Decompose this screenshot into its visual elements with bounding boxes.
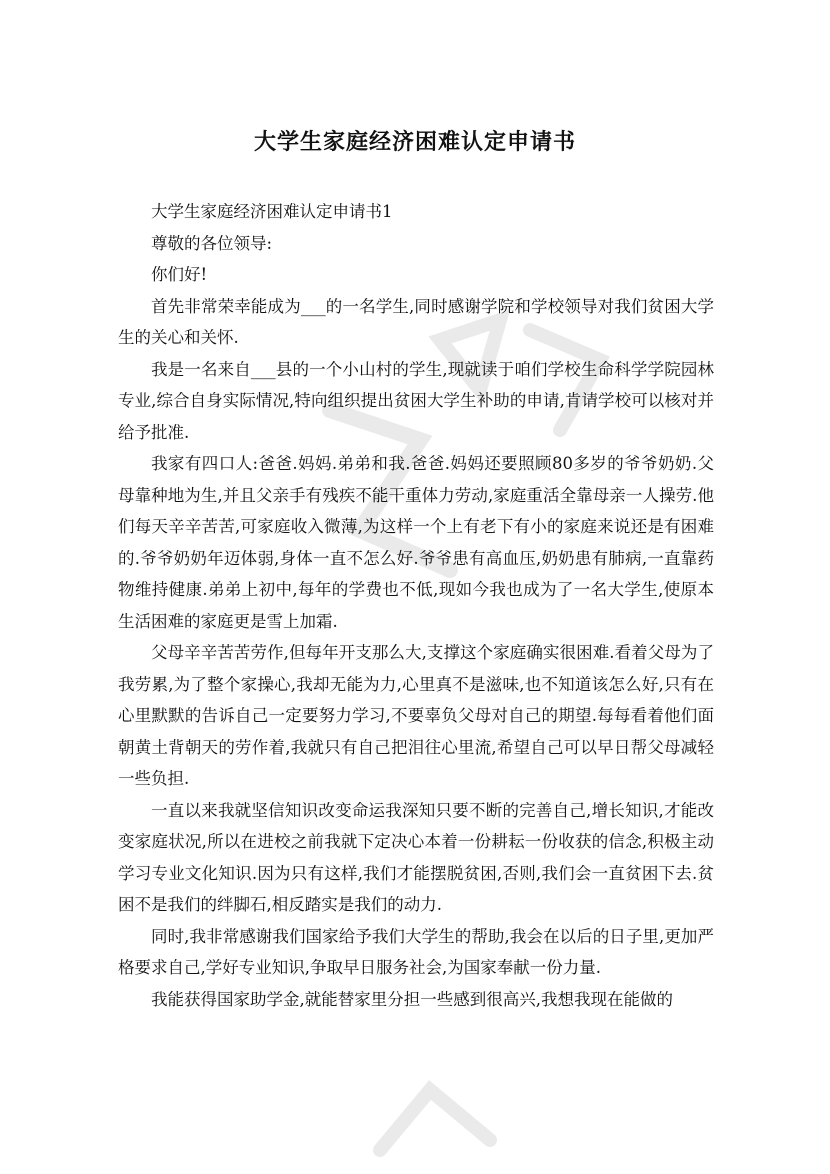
paragraph-salutation: 尊敬的各位领导: — [151, 233, 273, 253]
paragraph-greeting: 你们好! — [151, 265, 208, 284]
paragraph: 同时,我非常感谢我们国家给予我们大学生的帮助,我会在以后的日子里,更加严格要求自己,学好专业知识,争取早日服务社会,为国家奉献一份力量. — [118, 926, 714, 977]
paragraph: 我是一名来自___县的一个小山村的学生,现就读于咱们学校生命科学学院园林专业,综合自身实际情况,特向组织提出贫困大学生补助的申请,肯请学校可以核对并给予批准. — [118, 359, 714, 442]
paragraph-subtitle: 大学生家庭经济困难认定申请书1 — [151, 202, 393, 221]
paragraph: 一直以来我就坚信知识改变命运我深知只要不断的完善自己,增长知识,才能改变家庭状况,所以在进校之前我就下定决心本着一份耕耘一份收获的信念,积极主动学习专业文化知识.因为只有这样,我们才能摆脱贫困,否则,我们会一直贫困下去.贫困不是我们的绊脚石,相反踏实是我们的动力. — [118, 800, 714, 914]
paragraph: 首先非常荣幸能成为___的一名学生,同时感谢学院和学校领导对我们贫困大学生的关心和关怀. — [118, 296, 714, 347]
watermark-icon — [360, 1070, 510, 1170]
paragraph: 父母辛辛苦苦劳作,但每年开支那么大,支撑这个家庭确实很困难.看着父母为了我劳累,为了整个家操心,我却无能为力,心里真不是滋味,也不知道该怎么好,只有在心里默默的告诉自己一定要努力学习,不要辜负父母对自己的期望.每每看着他们面朝黄土背朝天的劳作着,我就只有自己把泪往心里流,希望自己可以早日帮父母减轻一些负担. — [118, 643, 714, 788]
page-title: 大学生家庭经济困难认定申请书 — [253, 129, 576, 155]
paragraph: 我能获得国家助学金,就能替家里分担一些感到很高兴,我想我现在能做的 — [151, 989, 673, 1009]
document-body — [118, 196, 714, 1015]
paragraph: 我家有四口人:爸爸.妈妈.弟弟和我.爸爸.妈妈还要照顾80多岁的爷爷奶奶.父母靠种地为生,并且父亲手有残疾不能干重体力劳动,家庭重活全靠母亲一人操劳.他们每天辛辛苦苦,可家庭收入微薄,为这样一个上有老下有小的家庭来说还是有困难的.爷爷奶奶年迈体弱,身体一直不怎么好.爷爷患有高血压,奶奶患有肺病,一直靠药物维持健康.弟弟上初中,每年的学费也不低,现如今我也成为了一名大学生,使原本生活困难的家庭更是雪上加霜. — [118, 454, 714, 631]
